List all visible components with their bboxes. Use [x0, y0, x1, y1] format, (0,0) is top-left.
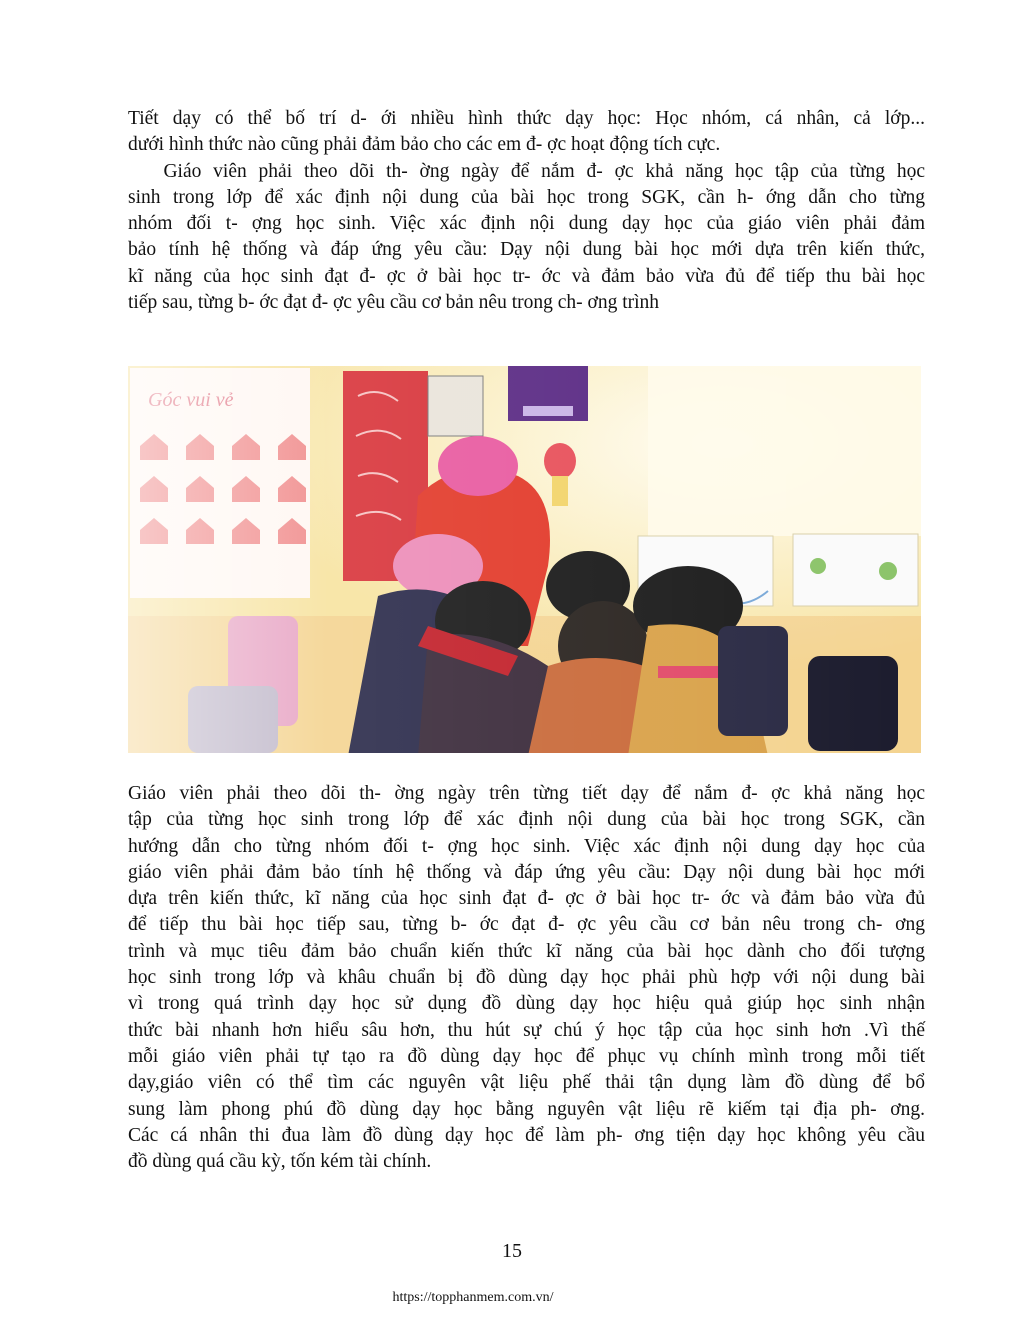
- text-line: dạy,giáo viên có thể tìm các nguyên vật liệu phế thải tận dụng làm đồ dùng để bổ: [128, 1072, 925, 1094]
- text-line: mỗi giáo viên phải tự tạo ra đồ dùng dạy học để phục vụ chính mình trong mỗi tiết: [128, 1045, 925, 1067]
- footer-url[interactable]: https://topphanmem.com.vn/: [392, 1290, 554, 1305]
- text-line: kĩ năng của học sinh đạt đ- ợc ở bài học tr- ớc và đảm bảo vừa đủ để tiếp thu bài học: [128, 265, 925, 287]
- text-line: sinh trong lớp để xác định nội dung của bài học trong SGK, cần h- ớng dẫn cho từng: [128, 186, 925, 208]
- text-line: sung làm phong phú đồ dùng dạy học bằng nguyên vật liệu rẽ kiếm tại địa ph- ơng.: [128, 1098, 925, 1120]
- text-line: dựa trên kiến thức, kĩ năng của học sinh đạt đ- ợc ở bài học tr- ớc và đảm bảo vừa đủ: [128, 888, 925, 910]
- text-line: trình và mục tiêu đảm bảo chuẩn kiến thức kĩ năng của bài học dành cho đối tượng: [128, 940, 925, 962]
- text-line: giáo viên phải đảm bảo tính hệ thống và đáp ứng yêu cầu: Dạy nội dung bài học mới: [128, 861, 925, 883]
- text-line: nhóm đối t- ợng học sinh. Việc xác định nội dung dạy học của giáo viên phải đảm: [128, 213, 925, 235]
- text-line: học sinh trong lớp và khâu chuẩn bị đồ dùng dạy học phải phù hợp với nội dung bài: [128, 967, 925, 989]
- text-line: Các cá nhân thi đua làm đồ dùng dạy học để làm ph- ơng tiện dạy học không yêu cầu: [128, 1124, 925, 1146]
- text-line: Tiết dạy có thể bố trí d- ới nhiều hình thức dạy học: Học nhóm, cá nhân, cả lớp...: [128, 108, 925, 129]
- text-line: bảo tính hệ thống và đáp ứng yêu cầu: Dạy nội dung bài học mới dựa trên kiến thức,: [128, 239, 925, 261]
- text-line: đồ dùng quá cầu kỳ, tốn kém tài chính.: [128, 1151, 432, 1173]
- text-line: vì trong quá trình dạy học sử dụng đồ dùng dạy học hiệu quả giúp học sinh nhận: [128, 993, 925, 1015]
- paragraph-2: [128, 781, 925, 1175]
- text-line: tiếp sau, từng b- ớc đạt đ- ợc yêu cầu cơ bản nêu trong ch- ơng trình: [128, 292, 660, 314]
- text-line: Giáo viên phải theo dõi th- ờng ngày trên từng tiết dạy để nắm đ- ợc khả năng học: [128, 783, 925, 804]
- text-line: hướng dẫn cho từng nhóm đối t- ợng học sinh. Việc xác định nội dung dạy học của: [128, 835, 925, 857]
- text-line: để tiếp thu bài học tiếp sau, từng b- ớc đạt đ- ợc yêu cầu cơ bản nêu trong ch- ơng: [128, 914, 925, 936]
- text-line: Giáo viên phải theo dõi th- ờng ngày để nắm đ- ợc khả năng học tập của từng học: [128, 160, 925, 182]
- paragraph-1: [128, 106, 925, 316]
- classroom-photo: [128, 366, 921, 753]
- text-line: dưới hình thức nào cũng phải đảm bảo cho các em đ- ợc hoạt động tích cực.: [128, 134, 721, 156]
- text-line: thức bài nhanh hơn hiểu sâu hơn, thu hút sự chú ý học tập của học sinh hơn .Vì thế: [128, 1019, 925, 1041]
- page-number: 15: [502, 1240, 522, 1262]
- text-line: tập của từng học sinh trong lớp để xác định nội dung của bài học trong SGK, cần: [128, 809, 925, 831]
